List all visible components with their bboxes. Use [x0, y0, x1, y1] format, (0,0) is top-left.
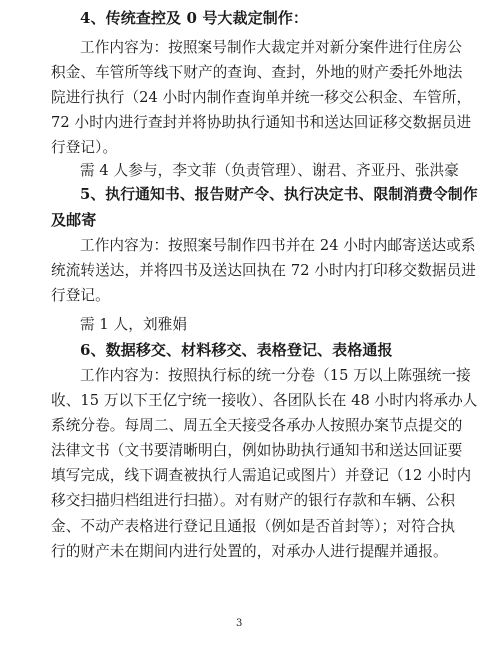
section-5-description-line-3: 行登记。	[51, 287, 110, 304]
section-5-staff: 需 1 人，刘雅娟	[80, 316, 188, 333]
section-5-heading-line-1: 5、执行通知书、报告财产令、执行决定书、限制消费令制作	[80, 186, 478, 203]
section-4-description-line-2: 积金、车管所等线下财产的查询、查封，外地的财产委托外地法	[51, 64, 463, 81]
section-4-description-line-4: 72 小时内进行查封并将协助执行通知书和送达回证移交数据员进	[51, 114, 472, 131]
section-4-description-line-1: 工作内容为：按照案号制作大裁定并对新分案件进行住房公	[80, 39, 463, 56]
section-6-description-line-1: 工作内容为：按照执行标的统一分卷（15 万以上陈强统一接	[80, 367, 471, 384]
section-6-description-line-5: 填写完成，线下调查被执行人需追记或图片）并登记（12 小时内	[51, 467, 472, 484]
section-6-description-line-7: 金、不动产表格进行登记且通报（例如是否首封等）；对符合执	[51, 518, 456, 535]
section-4-description-line-5: 行登记）。	[51, 139, 118, 156]
page-number: 3	[236, 618, 243, 629]
section-6-description-line-6: 移交扫描归档组进行扫描）。对有财产的银行存款和车辆、公积	[51, 492, 456, 509]
section-6-description-line-8: 行的财产未在期间内进行处置的，对承办人进行提醒并通报。	[51, 543, 448, 560]
section-4-staff: 需 4 人参与，李文菲（负责管理）、谢君、齐亚丹、张洪豪	[80, 162, 459, 179]
section-6-description-line-4: 法律文书（文书要清晰明白，例如协助执行通知书和送达回证要	[51, 442, 463, 459]
section-6-heading: 6、数据移交、材料移交、表格登记、表格通报	[80, 341, 393, 359]
section-5-description-line-1: 工作内容为：按照案号制作四书并在 24 小时内邮寄送达或系	[80, 237, 476, 254]
section-4-description-line-3: 院进行执行（24 小时内制作查询单并统一移交公积金、车管所，	[51, 89, 472, 106]
section-6-description-line-3: 系统分卷。每周二、周五全天接受各承办人按照办案节点提交的	[51, 417, 463, 434]
section-5-heading-line-2: 及邮寄	[51, 211, 97, 229]
section-4-heading: 4、传统查控及 0 号大裁定制作：	[80, 9, 309, 27]
section-6-description-line-2: 收、15 万以下王亿宁统一接收）、各团队长在 48 小时内将承办人	[51, 392, 478, 409]
section-5-description-line-2: 统流转送达，并将四书及送达回执在 72 小时内打印移交数据员进	[51, 262, 476, 279]
